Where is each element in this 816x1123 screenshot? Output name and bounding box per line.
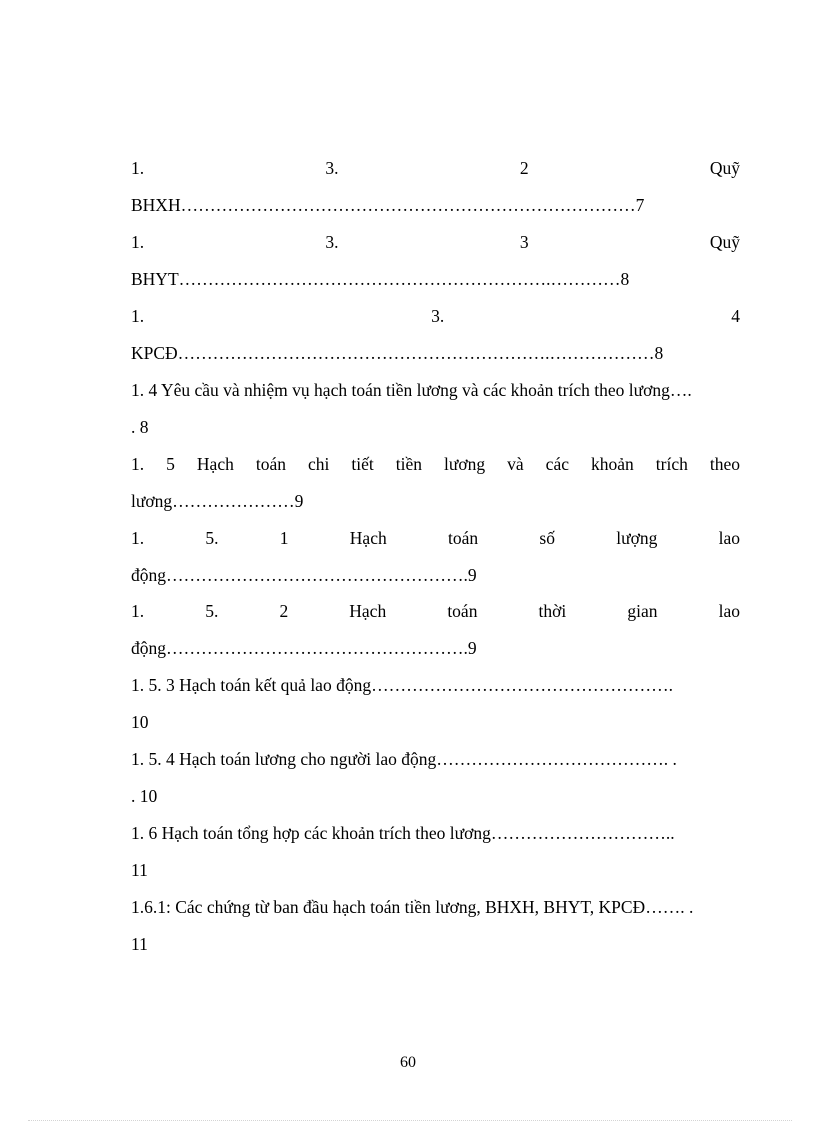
page-number: 60 (400, 1054, 416, 1071)
toc-token: 1. (131, 528, 145, 548)
toc-entry-1-6-1-line2[interactable]: 11 (131, 934, 148, 954)
toc-token: Hạch (349, 601, 387, 621)
toc-token: 1. (131, 158, 145, 178)
toc-token: thời (538, 601, 567, 621)
toc-entry-1-6-line1[interactable]: 1. 6 Hạch toán tổng hợp các khoản trích theo lương………………………….. (131, 823, 675, 843)
toc-token: 3 (519, 232, 529, 252)
toc-token: lượng (616, 528, 658, 548)
toc-token: 1 (279, 528, 289, 548)
toc-token: lao (718, 601, 740, 621)
toc-token: 1. (131, 232, 145, 252)
toc-token: 2 (279, 601, 289, 621)
toc-entry-1-3-2-line2[interactable]: BHXH……………………………………………………………………7 (131, 195, 645, 215)
toc-entry-1-6-line2[interactable]: 11 (131, 860, 148, 880)
toc-token: Quỹ (709, 232, 740, 252)
toc-entry-1-5-3-line1[interactable]: 1. 5. 3 Hạch toán kết quả lao động……………………………………………. (131, 675, 673, 695)
page-bottom-divider (28, 1120, 792, 1121)
toc-entry-1-5-2-line2[interactable]: động…………………………………………….9 (131, 638, 477, 658)
toc-token: 5. (205, 601, 219, 621)
toc-token: Hạch (349, 528, 387, 548)
toc-entry-1-5-2-line1[interactable] (131, 600, 740, 622)
toc-token: gian (627, 601, 658, 621)
toc-token: 3. (325, 232, 339, 252)
toc-entry-1-5-3-line2[interactable]: 10 (131, 712, 149, 732)
toc-entry-1-5-line1[interactable]: 1. 5 Hạch toán chi tiết tiền lương và các khoản trích theo (131, 454, 740, 474)
toc-token: 3. (431, 306, 445, 326)
toc-entry-1-6-1-line1[interactable]: 1.6.1: Các chứng từ ban đầu hạch toán tiền lương, BHXH, BHYT, KPCĐ……. . (131, 897, 694, 917)
toc-entry-1-5-1-line2[interactable]: động…………………………………………….9 (131, 565, 477, 585)
toc-token: 4 (731, 306, 740, 326)
toc-token: 1. (131, 601, 145, 621)
toc-entry-1-5-4-line2[interactable]: . 10 (131, 786, 158, 806)
toc-entry-1-5-1-line1[interactable] (131, 527, 740, 549)
toc-token: 3. (325, 158, 339, 178)
toc-token: số (539, 528, 555, 548)
toc-entry-1-3-4-line2[interactable]: KPCĐ……………………………………………………….………………8 (131, 343, 664, 363)
toc-entry-1-5-line2[interactable]: lương…………………9 (131, 491, 304, 511)
toc-token: Quỹ (709, 158, 740, 178)
toc-token: 2 (519, 158, 529, 178)
toc-token: toán (448, 528, 479, 548)
toc-entry-1-3-4-line1[interactable] (131, 305, 740, 327)
toc-entry-1-5-4-line1[interactable]: 1. 5. 4 Hạch toán lương cho người lao động…………………………………. . (131, 749, 677, 769)
toc-token: toán (447, 601, 478, 621)
toc-token: lao (718, 528, 740, 548)
toc-entry-1-4-line2[interactable]: . 8 (131, 417, 149, 437)
toc-token: 1. (131, 306, 145, 326)
toc-entry-1-3-3-line1[interactable] (131, 231, 740, 253)
toc-entry-1-4-line1[interactable]: 1. 4 Yêu cầu và nhiệm vụ hạch toán tiền lương và các khoản trích theo lương…. (131, 380, 692, 400)
toc-entry-1-3-3-line2[interactable]: BHYT……………………………………………………….…………8 (131, 269, 630, 289)
toc-token: 5. (205, 528, 219, 548)
toc-entry-1-3-2-line1[interactable] (131, 157, 740, 179)
